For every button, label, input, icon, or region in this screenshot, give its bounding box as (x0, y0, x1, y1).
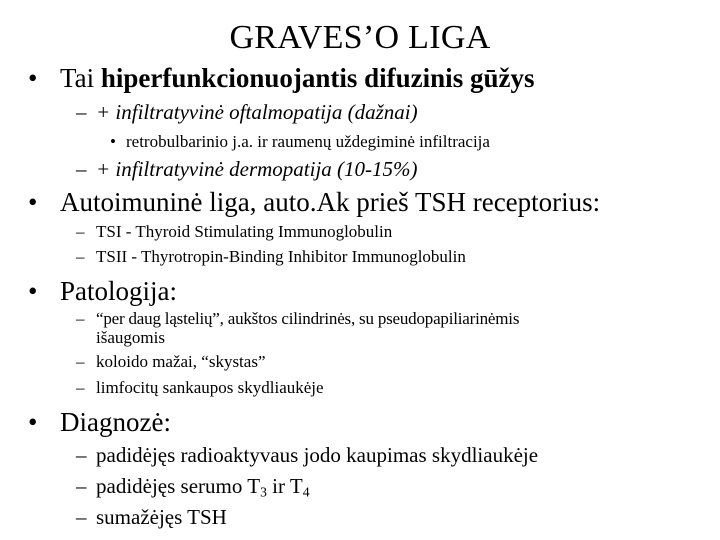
bullet-hyperfunction (60, 62, 534, 94)
bullet-icon: • (110, 132, 116, 151)
sub-colloid: koloido mažai, “skystas” (96, 352, 266, 371)
dash-icon: – (76, 247, 85, 266)
dash-icon: – (76, 100, 87, 124)
sub-sub-infiltration: retrobulbarinio j.a. ir raumenų uždegiminė infiltracija (126, 132, 490, 151)
dash-icon: – (76, 443, 87, 467)
sub-ophthalmopathy: + infiltratyvinė oftalmopatija (dažnai) (96, 100, 418, 124)
sub-cells-line2: išaugomis (96, 328, 165, 347)
dash-icon: – (76, 352, 85, 371)
slide-title: GRAVES’O LIGA (229, 19, 491, 56)
dash-icon: – (76, 222, 85, 241)
dash-icon: – (76, 505, 87, 529)
bullet-autoimmune: Autoimuninė liga, auto.Ak prieš TSH receptorius: (60, 187, 601, 217)
bullet-diagnosis: Diagnozė: (60, 407, 171, 437)
subscript-3: 3 (260, 484, 267, 500)
bullet-hyperfunction-bold: hiperfunkcionuojantis difuzinis gūžys (100, 63, 535, 93)
bullet-hyperfunction-prefix: Tai (60, 63, 101, 93)
sub-cells-line1: “per daug ląstelių”, aukštos cilindrinės, su pseudopapiliarinėmis (96, 309, 520, 328)
subscript-4: 4 (302, 484, 310, 500)
sub-t3-t4 (96, 474, 310, 498)
dash-icon: – (76, 309, 85, 328)
sub-t3-t4-mid: ir T (266, 474, 303, 498)
sub-tsi: TSI - Thyroid Stimulating Immunoglobulin (96, 222, 393, 241)
sub-dermopathy: + infiltratyvinė dermopatija (10-15%) (96, 157, 418, 181)
sub-tsh: sumažėjęs TSH (96, 505, 227, 529)
bullet-icon: • (28, 407, 38, 437)
bullet-pathology: Patologija: (60, 276, 177, 306)
sub-lymphocytes: limfocitų sankaupos skydliaukėje (96, 378, 324, 397)
sub-iodine-uptake: padidėjęs radioaktyvaus jodo kaupimas skydliaukėje (96, 443, 539, 467)
dash-icon: – (76, 474, 87, 498)
bullet-icon: • (28, 276, 38, 306)
sub-tsii: TSII - Thyrotropin-Binding Inhibitor Immunoglobulin (96, 247, 466, 266)
sub-t3-t4-prefix: padidėjęs serumo T (96, 474, 261, 498)
dash-icon: – (76, 157, 87, 181)
dash-icon: – (76, 378, 85, 397)
bullet-icon: • (28, 187, 38, 217)
bullet-icon: • (28, 63, 38, 93)
